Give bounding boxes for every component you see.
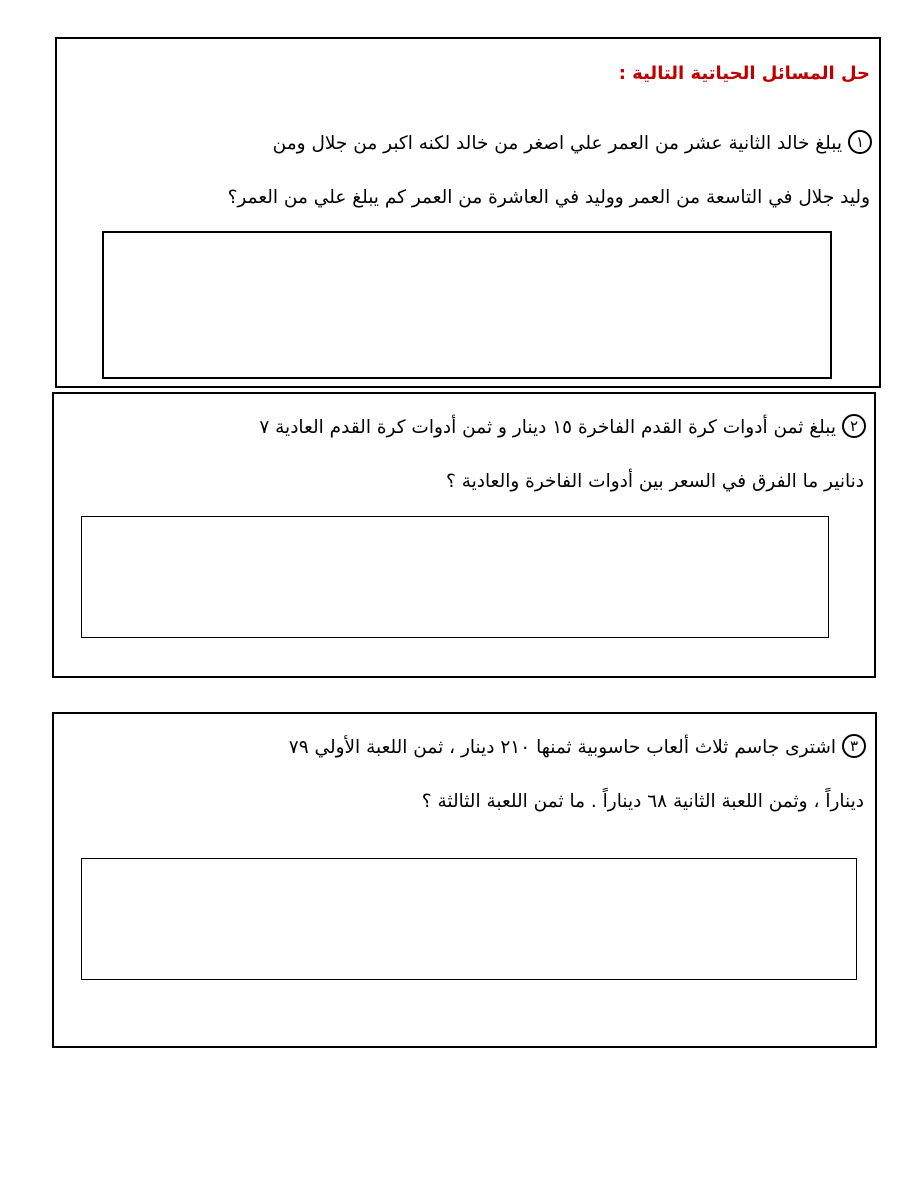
problem-3-number-badge: ٣: [842, 734, 866, 758]
problem-3-answer-box[interactable]: [81, 858, 857, 980]
problem-2-number-badge: ٢: [842, 414, 866, 438]
problem-2-line-2: دنانير ما الفرق في السعر بين أدوات الفاخرة والعادية ؟: [446, 471, 864, 492]
problem-2-text-1: يبلغ ثمن أدوات كرة القدم الفاخرة ١٥ دينار و ثمن أدوات كرة القدم العادية ٧: [259, 417, 836, 438]
problem-3-text-1: اشترى جاسم ثلاث ألعاب حاسوبية ثمنها ٢١٠ دينار ، ثمن اللعبة الأولي ٧٩: [288, 737, 836, 758]
problem-3-line-2: ديناراً ، وثمن اللعبة الثانية ٦٨ ديناراً . ما ثمن اللعبة الثالثة ؟: [421, 791, 864, 812]
problem-1-line-2: وليد جلال في التاسعة من العمر ووليد في العاشرة من العمر كم يبلغ علي من العمر؟: [227, 187, 870, 208]
problem-1-text-1: يبلغ خالد الثانية عشر من العمر علي اصغر من خالد لكنه اكبر من جلال ومن: [272, 133, 842, 154]
problem-1-answer-box[interactable]: [102, 231, 832, 379]
problem-2-line-1: [259, 416, 866, 440]
problem-2-answer-box[interactable]: [81, 516, 829, 638]
problem-1-line-1: [273, 132, 872, 156]
worksheet-title: حل المسائل الحياتية التالية :: [618, 63, 870, 84]
problem-1-number-badge: ١: [848, 130, 872, 154]
problem-3-line-1: [289, 736, 866, 760]
